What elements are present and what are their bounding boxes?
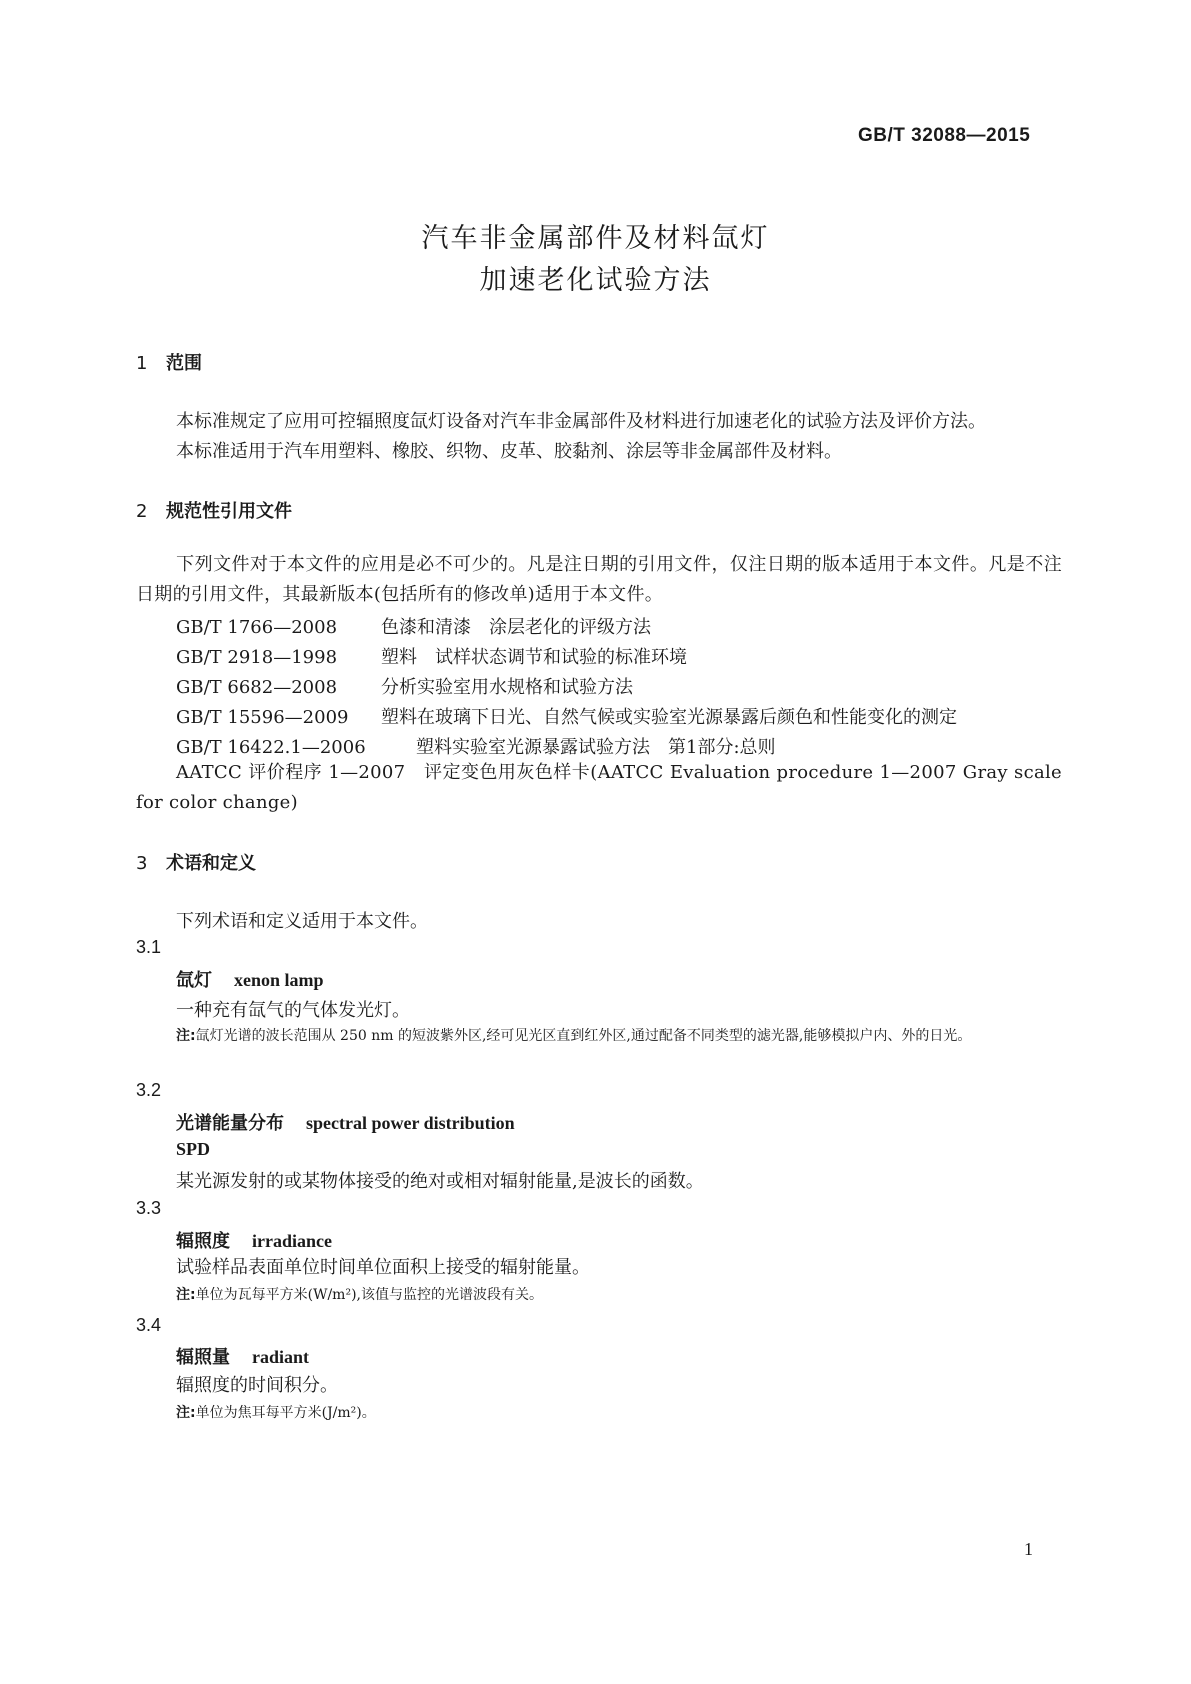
section-title: 范围 — [166, 353, 202, 374]
section-3-heading — [136, 849, 256, 875]
standard-number: GB/T 32088—2015 — [858, 125, 1031, 146]
section-title: 规范性引用文件 — [166, 501, 292, 522]
section-number: 1 — [136, 353, 148, 374]
term-definition: 某光源发射的或某物体接受的绝对或相对辐射能量,是波长的函数。 — [176, 1171, 704, 1192]
term-note — [176, 1282, 1062, 1308]
reference-item — [176, 703, 957, 729]
term-note — [176, 1400, 1062, 1426]
section-title: 术语和定义 — [166, 853, 256, 874]
reference-item — [176, 673, 633, 699]
reference-code: GB/T 2918—1998 — [176, 647, 338, 668]
reference-title: 分析实验室用水规格和试验方法 — [381, 677, 633, 698]
note-text: 单位为焦耳每平方米(J/m²)。 — [195, 1405, 376, 1421]
reference-title: 塑料 试样状态调节和试验的标准环境 — [381, 647, 687, 668]
term-en: spectral power distribution — [306, 1113, 515, 1133]
references-intro — [136, 550, 1062, 610]
scope-paragraph-1: 本标准规定了应用可控辐照度氙灯设备对汽车非金属部件及材料进行加速老化的试验方法及评价方法。 — [176, 411, 986, 432]
reference-code: GB/T 1766—2008 — [176, 617, 338, 638]
document-title-line-2: 加速老化试验方法 — [479, 265, 712, 296]
term-heading — [176, 1227, 332, 1253]
term-note — [176, 1023, 1062, 1049]
section-1-heading — [136, 349, 202, 375]
term-number: 3.3 — [136, 1198, 162, 1218]
term-en: xenon lamp — [234, 970, 324, 990]
note-text: 氙灯光谱的波长范围从 250 nm 的短波紫外区,经可见光区直到红外区,通过配备不同类型的滤光器,能够模拟户内、外的日光。 — [195, 1028, 972, 1044]
term-heading — [176, 1109, 515, 1135]
term-zh: 氙灯 — [176, 970, 212, 991]
reference-item — [176, 733, 776, 759]
term-en: irradiance — [252, 1231, 332, 1251]
term-number: 3.2 — [136, 1080, 162, 1100]
reference-title: 塑料实验室光源暴露试验方法 第1部分:总则 — [416, 737, 776, 758]
note-label: 注: — [176, 1405, 196, 1421]
section-number: 2 — [136, 501, 148, 522]
reference-title: 塑料在玻璃下日光、自然气候或实验室光源暴露后颜色和性能变化的测定 — [381, 707, 957, 728]
term-definition: 试验样品表面单位时间单位面积上接受的辐射能量。 — [176, 1257, 590, 1278]
term-heading — [176, 1343, 309, 1369]
term-zh: 光谱能量分布 — [176, 1113, 284, 1134]
reference-item — [176, 643, 687, 669]
reference-item — [176, 613, 651, 639]
term-definition: 辐照度的时间积分。 — [176, 1375, 338, 1396]
term-number: 3.1 — [136, 937, 162, 957]
scope-paragraph-2: 本标准适用于汽车用塑料、橡胶、织物、皮革、胶黏剂、涂层等非金属部件及材料。 — [176, 441, 842, 462]
section-number: 3 — [136, 853, 148, 874]
reference-code: GB/T 16422.1—2006 — [176, 737, 366, 758]
reference-aatcc — [136, 758, 1062, 818]
note-text: 单位为瓦每平方米(W/m²),该值与监控的光谱波段有关。 — [195, 1287, 543, 1303]
terms-intro: 下列术语和定义适用于本文件。 — [176, 911, 428, 932]
term-heading — [176, 966, 324, 992]
document-title-line-1: 汽车非金属部件及材料氙灯 — [421, 223, 770, 254]
note-label: 注: — [176, 1287, 196, 1303]
term-number: 3.4 — [136, 1315, 162, 1335]
reference-title: 色漆和清漆 涂层老化的评级方法 — [381, 617, 651, 638]
term-zh: 辐照度 — [176, 1231, 230, 1252]
term-abbreviation: SPD — [176, 1139, 211, 1159]
section-2-heading — [136, 497, 292, 523]
note-label: 注: — [176, 1028, 196, 1044]
page-number: 1 — [1024, 1539, 1033, 1559]
term-en: radiant — [252, 1347, 310, 1367]
reference-code: GB/T 15596—2009 — [176, 707, 349, 728]
reference-aatcc-text: AATCC 评价程序 1—2007 评定变色用灰色样卡(AATCC Evaluation procedure 1—2007 Gray scale for color change) — [136, 762, 1062, 813]
references-intro-text: 下列文件对于本文件的应用是必不可少的。凡是注日期的引用文件，仅注日期的版本适用于本文件。凡是不注日期的引用文件，其最新版本(包括所有的修改单)适用于本文件。 — [136, 554, 1062, 605]
reference-code: GB/T 6682—2008 — [176, 677, 338, 698]
term-zh: 辐照量 — [176, 1347, 230, 1368]
term-definition: 一种充有氙气的气体发光灯。 — [176, 1000, 410, 1021]
